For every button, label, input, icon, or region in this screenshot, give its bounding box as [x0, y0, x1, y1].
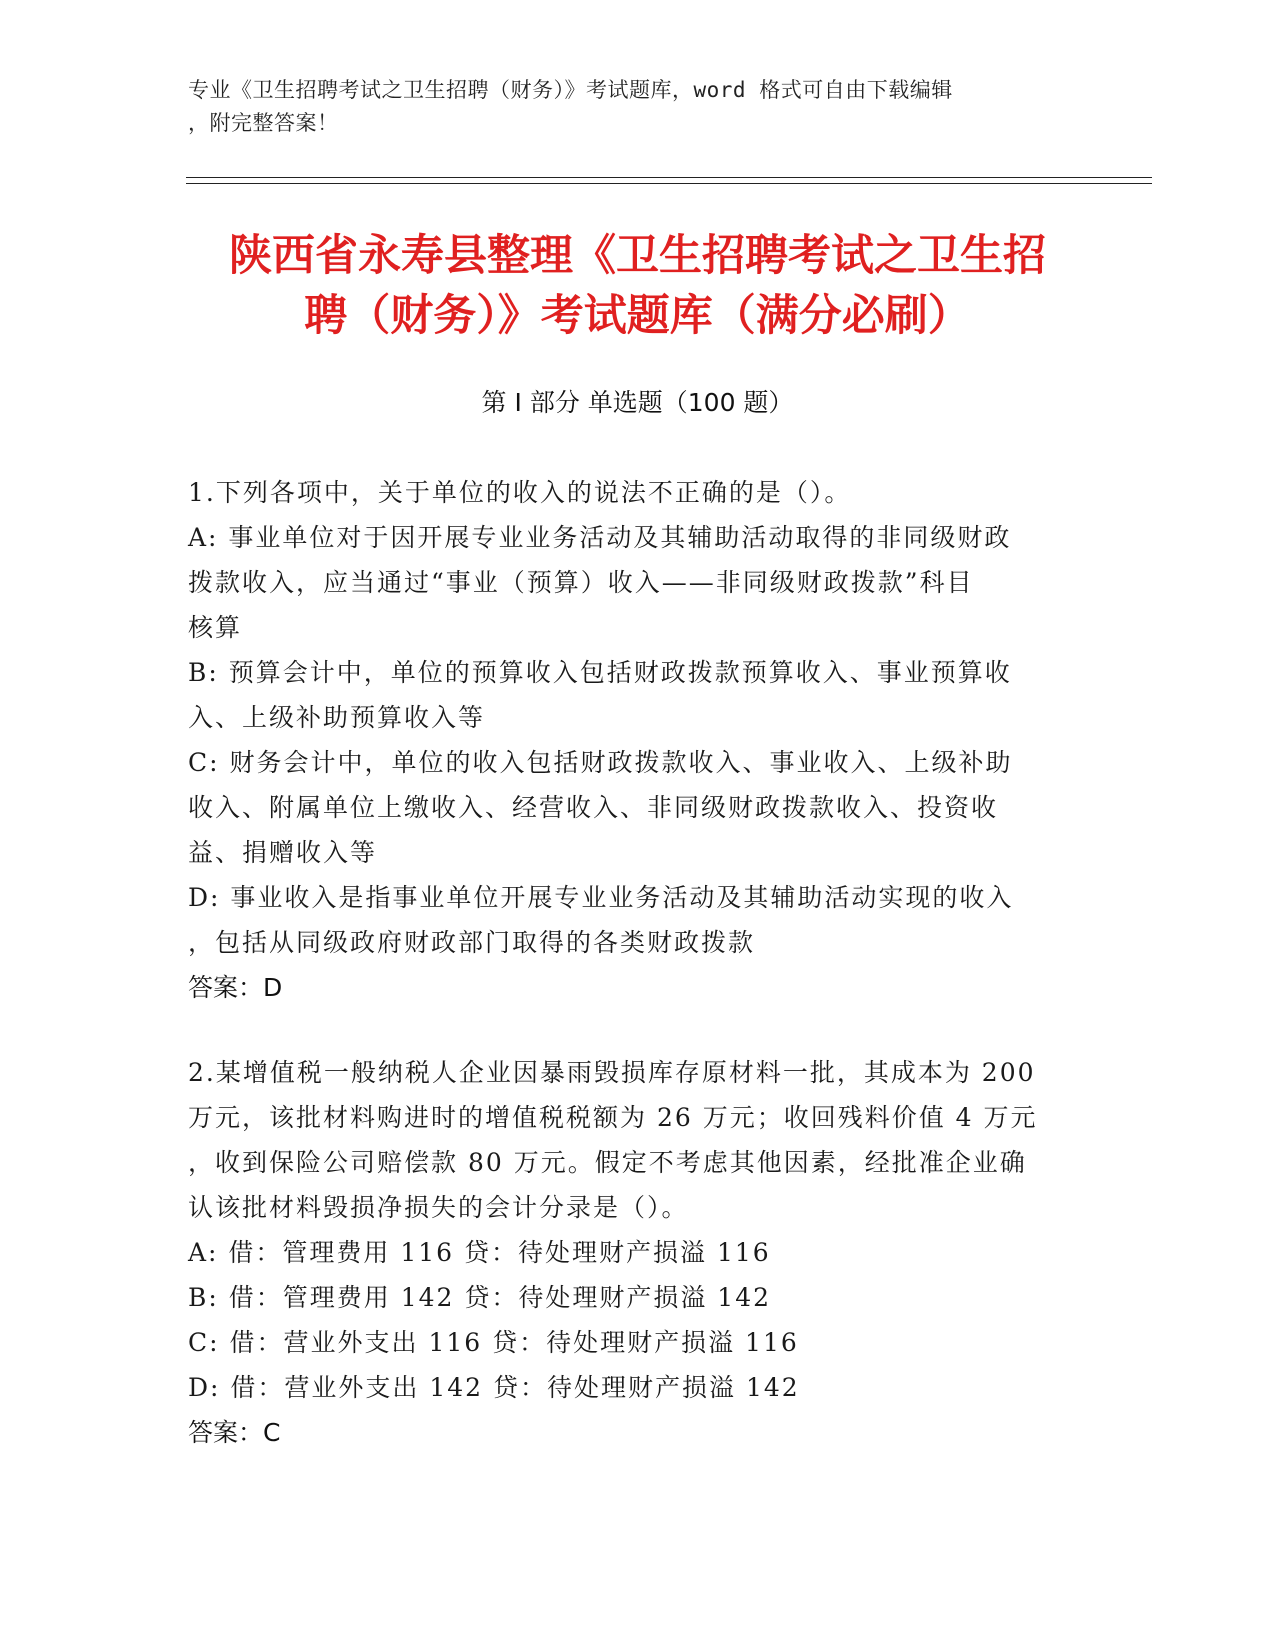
header-divider-bottom [186, 183, 1152, 184]
question-1-option-d-cont: ，包括从同级政府财政部门取得的各类财政拨款 [188, 928, 756, 957]
question-1-option-b: B: 预算会计中，单位的预算收入包括财政拨款预算收入、事业预算收 [188, 658, 1012, 687]
question-1 [188, 470, 1088, 1010]
question-1-option-c-cont: 益、捐赠收入等 [188, 838, 378, 867]
page-title-line-2: 聘（财务）》考试题库（满分必刷） [304, 291, 971, 341]
question-2-stem-cont: 万元，该批材料购进时的增值税税额为 26 万元；收回残料价值 4 万元 [188, 1103, 1038, 1132]
question-1-option-a-cont: 核算 [188, 613, 243, 642]
header-note-line-1: 专业《卫生招聘考试之卫生招聘（财务）》考试题库，word 格式可自由下载编辑 [188, 78, 953, 102]
question-1-stem: 1.下列各项中，关于单位的收入的说法不正确的是（）。 [188, 478, 852, 507]
header-note [188, 74, 1088, 140]
question-1-option-c-cont: 收入、附属单位上缴收入、经营收入、非同级财政拨款收入、投资收 [188, 793, 999, 822]
section-title: 第 I 部分 单选题（100 题） [481, 388, 794, 417]
question-1-answer: 答案：D [188, 973, 283, 1002]
question-2-option-b: B: 借：管理费用 142 贷：待处理财产损溢 142 [188, 1283, 772, 1312]
question-2-stem: 2.某增值税一般纳税人企业因暴雨毁损库存原材料一批，其成本为 200 [188, 1058, 1036, 1087]
question-1-option-a: A: 事业单位对于因开展专业业务活动及其辅助活动取得的非同级财政 [188, 523, 1012, 552]
question-2-answer: 答案：C [188, 1418, 281, 1447]
question-2-stem-cont: ，收到保险公司赔偿款 80 万元。假定不考虑其他因素，经批准企业确 [188, 1148, 1027, 1177]
question-1-option-a-cont: 拨款收入，应当通过“事业（预算）收入——非同级财政拨款”科目 [188, 568, 974, 597]
question-1-option-d: D: 事业收入是指事业单位开展专业业务活动及其辅助活动实现的收入 [188, 883, 1014, 912]
question-2 [188, 1050, 1088, 1455]
question-1-option-b-cont: 入、上级补助预算收入等 [188, 703, 486, 732]
question-1-option-c: C: 财务会计中，单位的收入包括财政拨款收入、事业收入、上级补助 [188, 748, 1013, 777]
question-2-stem-cont: 认该批材料毁损净损失的会计分录是（）。 [188, 1193, 689, 1222]
question-2-option-a: A: 借：管理费用 116 贷：待处理财产损溢 116 [188, 1238, 771, 1267]
question-list [188, 470, 1088, 1495]
question-2-option-d: D: 借：营业外支出 142 贷：待处理财产损溢 142 [188, 1373, 800, 1402]
question-2-option-c: C: 借：营业外支出 116 贷：待处理财产损溢 116 [188, 1328, 799, 1357]
page-title [150, 226, 1125, 346]
page-title-line-1: 陕西省永寿县整理《卫生招聘考试之卫生招 [229, 231, 1046, 281]
header-divider-top [186, 177, 1152, 178]
header-note-line-2: ，附完整答案！ [188, 111, 339, 135]
